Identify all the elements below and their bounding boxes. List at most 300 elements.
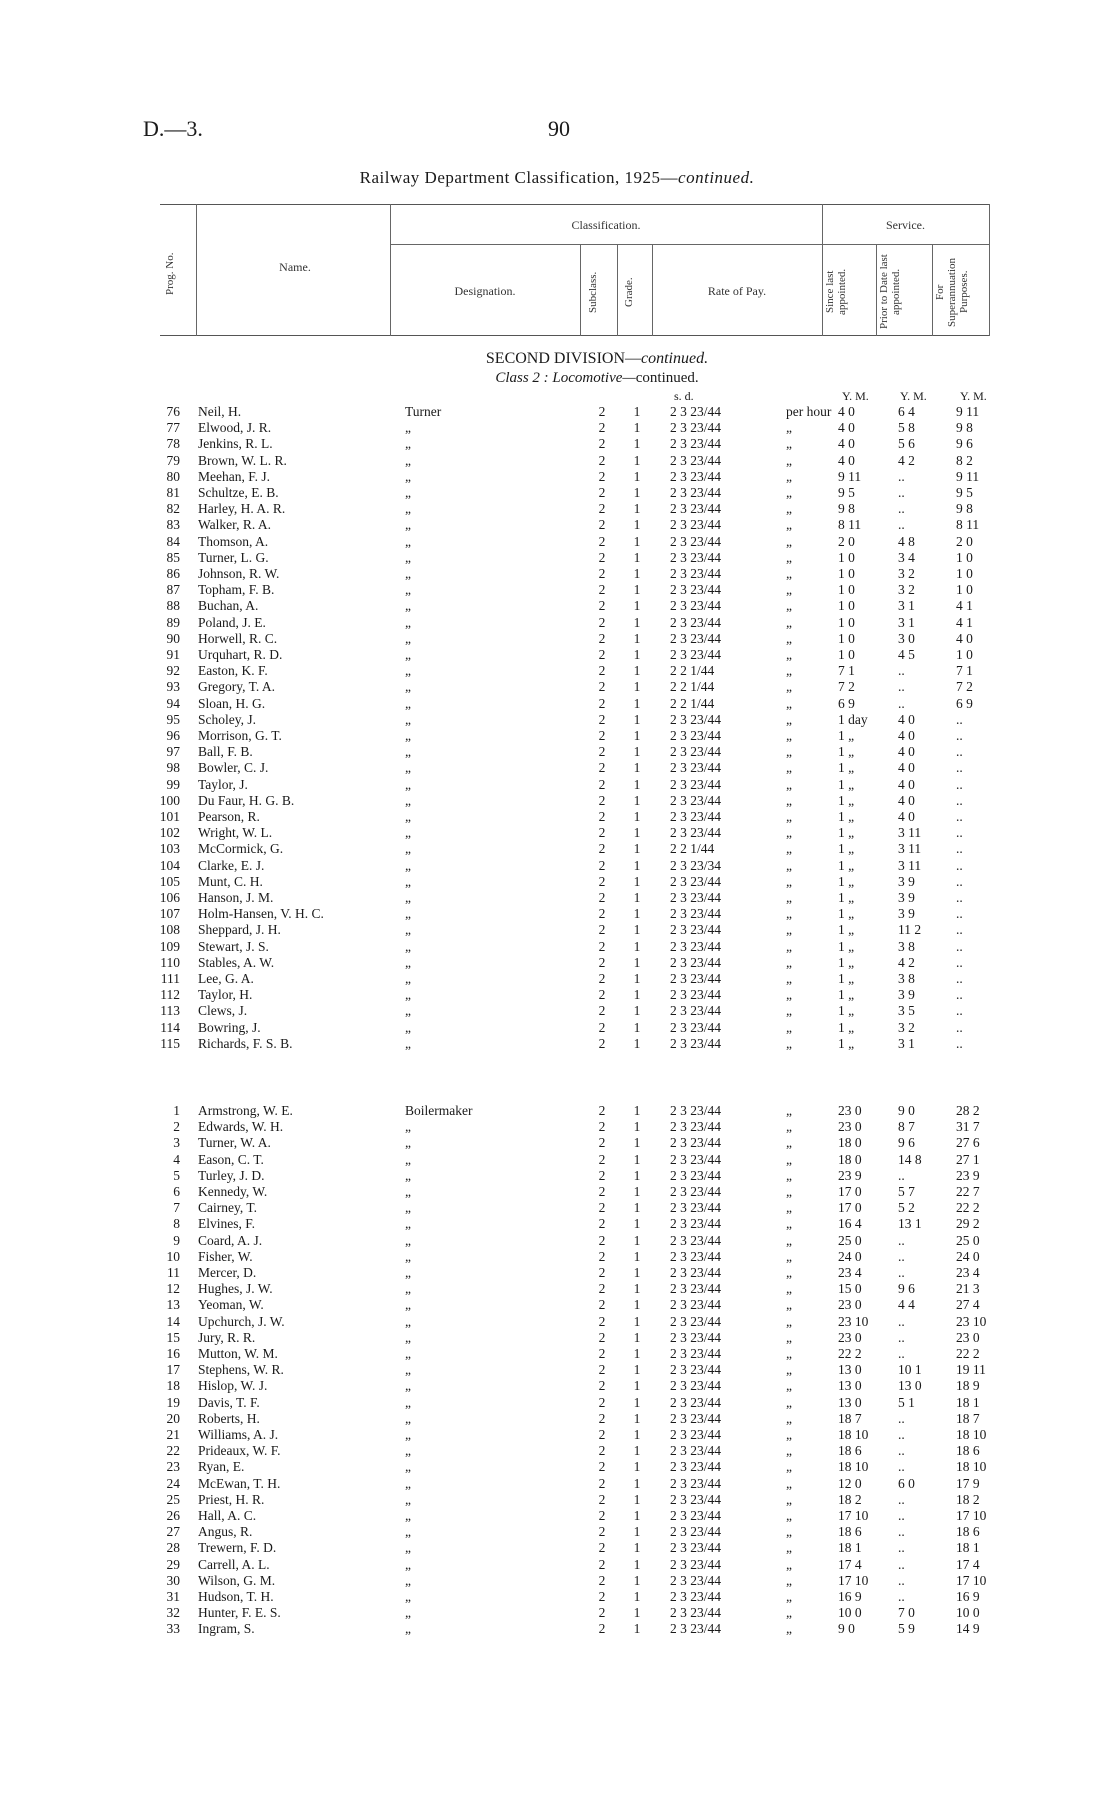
table-row xyxy=(0,712,1114,728)
cell-subclass: 2 xyxy=(598,906,606,922)
cell-super: .. xyxy=(956,825,963,841)
col-prog-no: Prog. No. xyxy=(164,252,176,296)
cell-grade: 1 xyxy=(633,436,641,452)
cell-name: Kennedy, W. xyxy=(198,1184,268,1199)
cell-rate: 2 3 23/44 xyxy=(670,728,722,743)
table-row xyxy=(0,1281,1114,1297)
cell-since: 1 „ xyxy=(838,938,855,954)
cell-name: Walker, R. A. xyxy=(198,517,271,533)
cell-designation: „ xyxy=(405,841,411,857)
cell-name: Trewern, F. D. xyxy=(198,1540,277,1556)
cell-per: „ xyxy=(786,1313,792,1329)
cell-rate: 2 3 23/44 xyxy=(670,1167,722,1183)
cell-rate: 2 3 23/44 xyxy=(670,647,722,662)
cell-prior: 6 0 xyxy=(898,1475,915,1491)
cell-prior: .. xyxy=(898,1232,905,1248)
cell-grade: 1 xyxy=(633,1491,641,1507)
cell-prior: .. xyxy=(898,468,905,484)
cell-per: „ xyxy=(786,938,792,954)
cell-name: Poland, J. E. xyxy=(198,614,266,630)
cell-prog-no: 102 xyxy=(159,825,180,841)
cell-grade: 1 xyxy=(633,647,641,662)
cell-super: 9 11 xyxy=(956,468,980,484)
cell-super: 1 0 xyxy=(956,647,973,662)
cell-super: 17 4 xyxy=(956,1556,980,1572)
cell-super: 1 0 xyxy=(956,582,973,598)
cell-prior: 3 0 xyxy=(898,630,915,646)
cell-per: „ xyxy=(786,825,792,841)
cell-grade: 1 xyxy=(633,452,641,468)
cell-prog-no: 78 xyxy=(166,436,180,452)
cell-rate: 2 2 1/44 xyxy=(670,841,715,857)
cell-prior: .. xyxy=(898,1572,905,1588)
cell-grade: 1 xyxy=(633,1119,641,1135)
cell-rate: 2 3 23/44 xyxy=(670,1265,722,1280)
cell-per: „ xyxy=(786,663,792,679)
cell-subclass: 2 xyxy=(598,954,606,970)
cell-subclass: 2 xyxy=(598,1200,606,1216)
cell-prior: 5 6 xyxy=(898,436,915,452)
cell-per: „ xyxy=(786,1003,792,1019)
cell-super: 18 10 xyxy=(956,1427,987,1442)
cell-prog-no: 17 xyxy=(166,1362,180,1378)
cell-since: 1 „ xyxy=(838,825,855,841)
table-row xyxy=(0,1036,1114,1052)
cell-name: Stables, A. W. xyxy=(198,954,275,970)
cell-subclass: 2 xyxy=(598,971,606,986)
cell-per: „ xyxy=(786,420,792,436)
cell-prior: 3 5 xyxy=(898,1003,915,1019)
cell-grade: 1 xyxy=(633,971,641,986)
cell-prior: 4 0 xyxy=(898,792,915,808)
cell-name: Morrison, G. T. xyxy=(198,728,282,743)
cell-designation: „ xyxy=(405,679,411,695)
col-designation: Designation. xyxy=(454,284,516,298)
cell-grade: 1 xyxy=(633,614,641,630)
cell-grade: 1 xyxy=(633,760,641,776)
page-title xyxy=(0,168,1114,188)
cell-since: 17 0 xyxy=(838,1184,862,1199)
cell-prog-no: 105 xyxy=(159,873,180,889)
cell-grade: 1 xyxy=(633,825,641,841)
col-super: For Superannuation Purposes. xyxy=(934,257,970,327)
cell-since: 1 „ xyxy=(838,922,855,938)
cell-designation: „ xyxy=(405,1035,411,1051)
cell-grade: 1 xyxy=(633,582,641,598)
cell-prog-no: 6 xyxy=(173,1184,180,1199)
cell-subclass: 2 xyxy=(598,1427,606,1442)
cell-since: 1 „ xyxy=(838,809,855,824)
table-row xyxy=(0,874,1114,890)
cell-prior: 3 8 xyxy=(898,938,915,954)
cell-prog-no: 81 xyxy=(166,485,180,500)
cell-name: Thomson, A. xyxy=(198,533,269,549)
cell-prog-no: 110 xyxy=(160,954,180,970)
cell-since: 13 0 xyxy=(838,1378,862,1394)
table-row xyxy=(0,404,1114,420)
cell-designation: „ xyxy=(405,1508,411,1523)
cell-prog-no: 94 xyxy=(166,695,180,711)
table-row xyxy=(0,841,1114,857)
cell-per: „ xyxy=(786,1103,792,1118)
cell-designation: „ xyxy=(405,1329,411,1345)
cell-prog-no: 9 xyxy=(173,1232,180,1248)
cell-prior: .. xyxy=(898,695,905,711)
cell-rate: 2 3 23/44 xyxy=(670,1524,722,1540)
table-row xyxy=(0,1168,1114,1184)
cell-rate: 2 3 23/44 xyxy=(670,1410,722,1426)
cell-rate: 2 3 23/44 xyxy=(670,468,722,484)
cell-prog-no: 99 xyxy=(166,776,180,792)
cell-grade: 1 xyxy=(633,598,641,614)
cell-super: 10 0 xyxy=(956,1605,980,1621)
cell-prog-no: 88 xyxy=(166,598,180,614)
table-row xyxy=(0,1103,1114,1119)
cell-designation: „ xyxy=(405,1248,411,1264)
cell-per: „ xyxy=(786,1119,792,1135)
table-row xyxy=(0,1265,1114,1281)
cell-super: .. xyxy=(956,906,963,922)
cell-designation: „ xyxy=(405,1119,411,1135)
cell-designation: „ xyxy=(405,1427,411,1442)
cell-prior: 4 8 xyxy=(898,533,915,549)
cell-designation: „ xyxy=(405,1281,411,1297)
table-row xyxy=(0,1184,1114,1200)
cell-since: 15 0 xyxy=(838,1281,862,1297)
cell-super: 28 2 xyxy=(956,1103,980,1118)
cell-prog-no: 91 xyxy=(166,647,180,662)
cell-since: 1 „ xyxy=(838,1019,855,1035)
cell-name: Turley, J. D. xyxy=(198,1167,265,1183)
table-row xyxy=(0,760,1114,776)
cell-grade: 1 xyxy=(633,468,641,484)
cell-prior: .. xyxy=(898,1329,905,1345)
cell-prior: 4 0 xyxy=(898,744,915,760)
cell-super: .. xyxy=(956,922,963,938)
cell-per: „ xyxy=(786,517,792,533)
cell-name: Jenkins, R. L. xyxy=(198,436,273,452)
cell-super: .. xyxy=(956,971,963,986)
cell-rate: 2 3 23/44 xyxy=(670,533,722,549)
cell-per: „ xyxy=(786,501,792,517)
table-row xyxy=(0,1020,1114,1036)
cell-subclass: 2 xyxy=(598,1524,606,1540)
cell-rate: 2 3 23/44 xyxy=(670,1035,722,1051)
cell-name: Urquhart, R. D. xyxy=(198,647,283,662)
cell-prog-no: 21 xyxy=(166,1427,180,1442)
cell-since: 4 0 xyxy=(838,420,855,436)
cell-prog-no: 3 xyxy=(173,1135,180,1151)
cell-name: Priest, H. R. xyxy=(198,1491,265,1507)
cell-super: 17 10 xyxy=(956,1508,987,1523)
cell-rate: 2 3 23/44 xyxy=(670,630,722,646)
cell-name: Brown, W. L. R. xyxy=(198,452,287,468)
cell-designation: „ xyxy=(405,1410,411,1426)
cell-prior: 11 2 xyxy=(898,922,922,938)
cell-prior: 4 2 xyxy=(898,452,915,468)
cell-rate: 2 3 23/44 xyxy=(670,436,722,452)
cell-super: .. xyxy=(956,728,963,743)
table-row xyxy=(0,1249,1114,1265)
cell-prog-no: 19 xyxy=(166,1394,180,1410)
cell-designation: „ xyxy=(405,1540,411,1556)
cell-grade: 1 xyxy=(633,1281,641,1297)
cell-subclass: 2 xyxy=(598,1329,606,1345)
cell-subclass: 2 xyxy=(598,1297,606,1313)
cell-name: Sheppard, J. H. xyxy=(198,922,281,938)
cell-rate: 2 3 23/44 xyxy=(670,1491,722,1507)
title-continued: continued. xyxy=(678,168,755,187)
col-name: Name. xyxy=(279,260,311,274)
table-row xyxy=(0,469,1114,485)
cell-subclass: 2 xyxy=(598,857,606,873)
cell-subclass: 2 xyxy=(598,711,606,727)
cell-subclass: 2 xyxy=(598,1184,606,1199)
cell-subclass: 2 xyxy=(598,679,606,695)
table-row xyxy=(0,1152,1114,1168)
cell-prior: 14 8 xyxy=(898,1151,922,1167)
cell-per: „ xyxy=(786,614,792,630)
cell-super: 4 0 xyxy=(956,630,973,646)
cell-super: 27 4 xyxy=(956,1297,980,1313)
cell-name: Davis, T. F. xyxy=(198,1394,260,1410)
table-row xyxy=(0,582,1114,598)
cell-rate: 2 3 23/44 xyxy=(670,1184,722,1199)
cell-prior: .. xyxy=(898,1508,905,1523)
cell-prog-no: 7 xyxy=(173,1200,180,1216)
cell-per: „ xyxy=(786,857,792,873)
cell-per: „ xyxy=(786,1410,792,1426)
cell-rate: 2 3 23/44 xyxy=(670,1621,722,1637)
unit-ym-prior: Y. M. xyxy=(900,389,927,403)
cell-grade: 1 xyxy=(633,1524,641,1540)
cell-super: 22 7 xyxy=(956,1184,980,1199)
cell-per: „ xyxy=(786,1540,792,1556)
cell-grade: 1 xyxy=(633,1184,641,1199)
table-row xyxy=(0,696,1114,712)
cell-since: 1 0 xyxy=(838,549,855,565)
cell-rate: 2 3 23/44 xyxy=(670,1475,722,1491)
cell-grade: 1 xyxy=(633,501,641,517)
table-row xyxy=(0,1492,1114,1508)
cell-rate: 2 3 23/44 xyxy=(670,1135,722,1151)
cell-prior: .. xyxy=(898,1491,905,1507)
cell-per: „ xyxy=(786,1248,792,1264)
cell-per: „ xyxy=(786,1394,792,1410)
cell-prior: 4 0 xyxy=(898,809,915,824)
cell-per: „ xyxy=(786,468,792,484)
cell-super: 18 1 xyxy=(956,1540,980,1556)
cell-super: 23 10 xyxy=(956,1313,987,1329)
cell-rate: 2 3 23/44 xyxy=(670,1297,722,1313)
cell-per: „ xyxy=(786,1232,792,1248)
cell-designation: „ xyxy=(405,1313,411,1329)
cell-name: Bowler, C. J. xyxy=(198,760,269,776)
cell-grade: 1 xyxy=(633,1443,641,1459)
cell-per: „ xyxy=(786,1443,792,1459)
cell-prior: .. xyxy=(898,1589,905,1604)
cell-name: Armstrong, W. E. xyxy=(198,1103,293,1118)
cell-per: „ xyxy=(786,1216,792,1232)
cell-grade: 1 xyxy=(633,695,641,711)
cell-subclass: 2 xyxy=(598,809,606,824)
table-row xyxy=(0,1557,1114,1573)
cell-per: „ xyxy=(786,1281,792,1297)
table-row xyxy=(0,485,1114,501)
table-row xyxy=(0,1346,1114,1362)
cell-prog-no: 18 xyxy=(166,1378,180,1394)
cell-subclass: 2 xyxy=(598,436,606,452)
cell-grade: 1 xyxy=(633,728,641,743)
cell-subclass: 2 xyxy=(598,501,606,517)
cell-prog-no: 114 xyxy=(160,1019,180,1035)
cell-per: „ xyxy=(786,485,792,500)
cell-subclass: 2 xyxy=(598,1003,606,1019)
cell-prog-no: 2 xyxy=(173,1119,180,1135)
cell-name: McCormick, G. xyxy=(198,841,284,857)
cell-subclass: 2 xyxy=(598,760,606,776)
cell-designation: „ xyxy=(405,809,411,824)
cell-since: 1 „ xyxy=(838,776,855,792)
table-row xyxy=(0,1589,1114,1605)
cell-per: „ xyxy=(786,1297,792,1313)
cell-grade: 1 xyxy=(633,1378,641,1394)
cell-prog-no: 28 xyxy=(166,1540,180,1556)
cell-since: 24 0 xyxy=(838,1248,862,1264)
cell-subclass: 2 xyxy=(598,517,606,533)
cell-subclass: 2 xyxy=(598,695,606,711)
cell-super: 18 1 xyxy=(956,1394,980,1410)
cell-grade: 1 xyxy=(633,922,641,938)
cell-grade: 1 xyxy=(633,1313,641,1329)
cell-prog-no: 115 xyxy=(160,1035,180,1051)
cell-since: 23 0 xyxy=(838,1103,862,1118)
cell-prog-no: 104 xyxy=(159,857,180,873)
cell-name: Wright, W. L. xyxy=(198,825,273,841)
section-title xyxy=(40,350,1114,368)
cell-per: „ xyxy=(786,598,792,614)
cell-prior: 3 2 xyxy=(898,566,915,581)
cell-grade: 1 xyxy=(633,809,641,824)
cell-since: 1 „ xyxy=(838,744,855,760)
cell-grade: 1 xyxy=(633,938,641,954)
cell-subclass: 2 xyxy=(598,549,606,565)
cell-super: 17 9 xyxy=(956,1475,980,1491)
cell-prog-no: 101 xyxy=(159,809,180,824)
cell-since: 18 7 xyxy=(838,1410,862,1426)
cell-subclass: 2 xyxy=(598,1378,606,1394)
cell-name: Jury, R. R. xyxy=(198,1329,256,1345)
section-title-text: SECOND DIVISION— xyxy=(485,350,641,367)
cell-super: 31 7 xyxy=(956,1119,980,1135)
cell-since: 9 11 xyxy=(838,468,862,484)
document-code: D.—3. xyxy=(143,116,203,141)
cell-grade: 1 xyxy=(633,1459,641,1475)
cell-designation: „ xyxy=(405,890,411,905)
cell-super: .. xyxy=(956,857,963,873)
cell-prog-no: 76 xyxy=(166,404,180,419)
cell-rate: 2 3 23/44 xyxy=(670,1605,722,1621)
cell-prog-no: 1 xyxy=(173,1103,180,1118)
cell-grade: 1 xyxy=(633,776,641,792)
cell-grade: 1 xyxy=(633,517,641,533)
cell-name: Edwards, W. H. xyxy=(198,1119,284,1135)
cell-since: 4 0 xyxy=(838,452,855,468)
cell-prior: 4 0 xyxy=(898,760,915,776)
cell-subclass: 2 xyxy=(598,1216,606,1232)
cell-designation: „ xyxy=(405,1019,411,1035)
cell-rate: 2 3 23/44 xyxy=(670,452,722,468)
cell-since: 1 „ xyxy=(838,1035,855,1051)
cell-designation: „ xyxy=(405,436,411,452)
table-row xyxy=(0,890,1114,906)
cell-grade: 1 xyxy=(633,1232,641,1248)
cell-name: Neil, H. xyxy=(198,404,242,419)
cell-prog-no: 80 xyxy=(166,468,180,484)
cell-per: „ xyxy=(786,1019,792,1035)
table-row xyxy=(0,987,1114,1003)
cell-designation: „ xyxy=(405,857,411,873)
cell-prior: 4 4 xyxy=(898,1297,915,1313)
cell-designation: „ xyxy=(405,938,411,954)
cell-designation: „ xyxy=(405,1589,411,1604)
cell-prog-no: 15 xyxy=(166,1329,180,1345)
cell-prog-no: 79 xyxy=(166,452,180,468)
cell-name: Hughes, J. W. xyxy=(198,1281,273,1297)
cell-prog-no: 100 xyxy=(159,792,180,808)
cell-since: 13 0 xyxy=(838,1362,862,1378)
cell-prior: 3 2 xyxy=(898,582,915,598)
cell-grade: 1 xyxy=(633,566,641,581)
cell-super: 1 0 xyxy=(956,566,973,581)
cell-name: Topham, F. B. xyxy=(198,582,275,598)
cell-grade: 1 xyxy=(633,1035,641,1051)
cell-subclass: 2 xyxy=(598,1572,606,1588)
cell-since: 1 day xyxy=(838,711,868,727)
cell-designation: „ xyxy=(405,1135,411,1151)
cell-rate: 2 3 23/44 xyxy=(670,582,722,598)
cell-name: Williams, A. J. xyxy=(198,1427,279,1442)
cell-super: 8 11 xyxy=(956,517,980,533)
cell-grade: 1 xyxy=(633,987,641,1003)
table-row xyxy=(0,1003,1114,1019)
cell-subclass: 2 xyxy=(598,1232,606,1248)
table-row xyxy=(0,631,1114,647)
cell-per: „ xyxy=(786,809,792,824)
cell-super: 29 2 xyxy=(956,1216,980,1232)
cell-since: 2 0 xyxy=(838,533,855,549)
cell-subclass: 2 xyxy=(598,1459,606,1475)
cell-prog-no: 8 xyxy=(173,1216,180,1232)
table-row xyxy=(0,955,1114,971)
cell-since: 7 2 xyxy=(838,679,855,695)
cell-per: „ xyxy=(786,1459,792,1475)
cell-rate: 2 3 23/44 xyxy=(670,1003,722,1019)
table-row xyxy=(0,501,1114,517)
cell-prior: .. xyxy=(898,1313,905,1329)
cell-name: McEwan, T. H. xyxy=(198,1475,281,1491)
cell-prior: 3 11 xyxy=(898,841,922,857)
cell-prog-no: 112 xyxy=(160,987,180,1003)
cell-name: Buchan, A. xyxy=(198,598,259,614)
cell-prior: 3 1 xyxy=(898,1035,915,1051)
cell-name: Ingram, S. xyxy=(198,1621,255,1637)
cell-since: 22 2 xyxy=(838,1346,862,1361)
table-row xyxy=(0,1443,1114,1459)
cell-designation: „ xyxy=(405,906,411,922)
cell-name: Harley, H. A. R. xyxy=(198,501,286,517)
cell-rate: 2 3 23/44 xyxy=(670,1572,722,1588)
